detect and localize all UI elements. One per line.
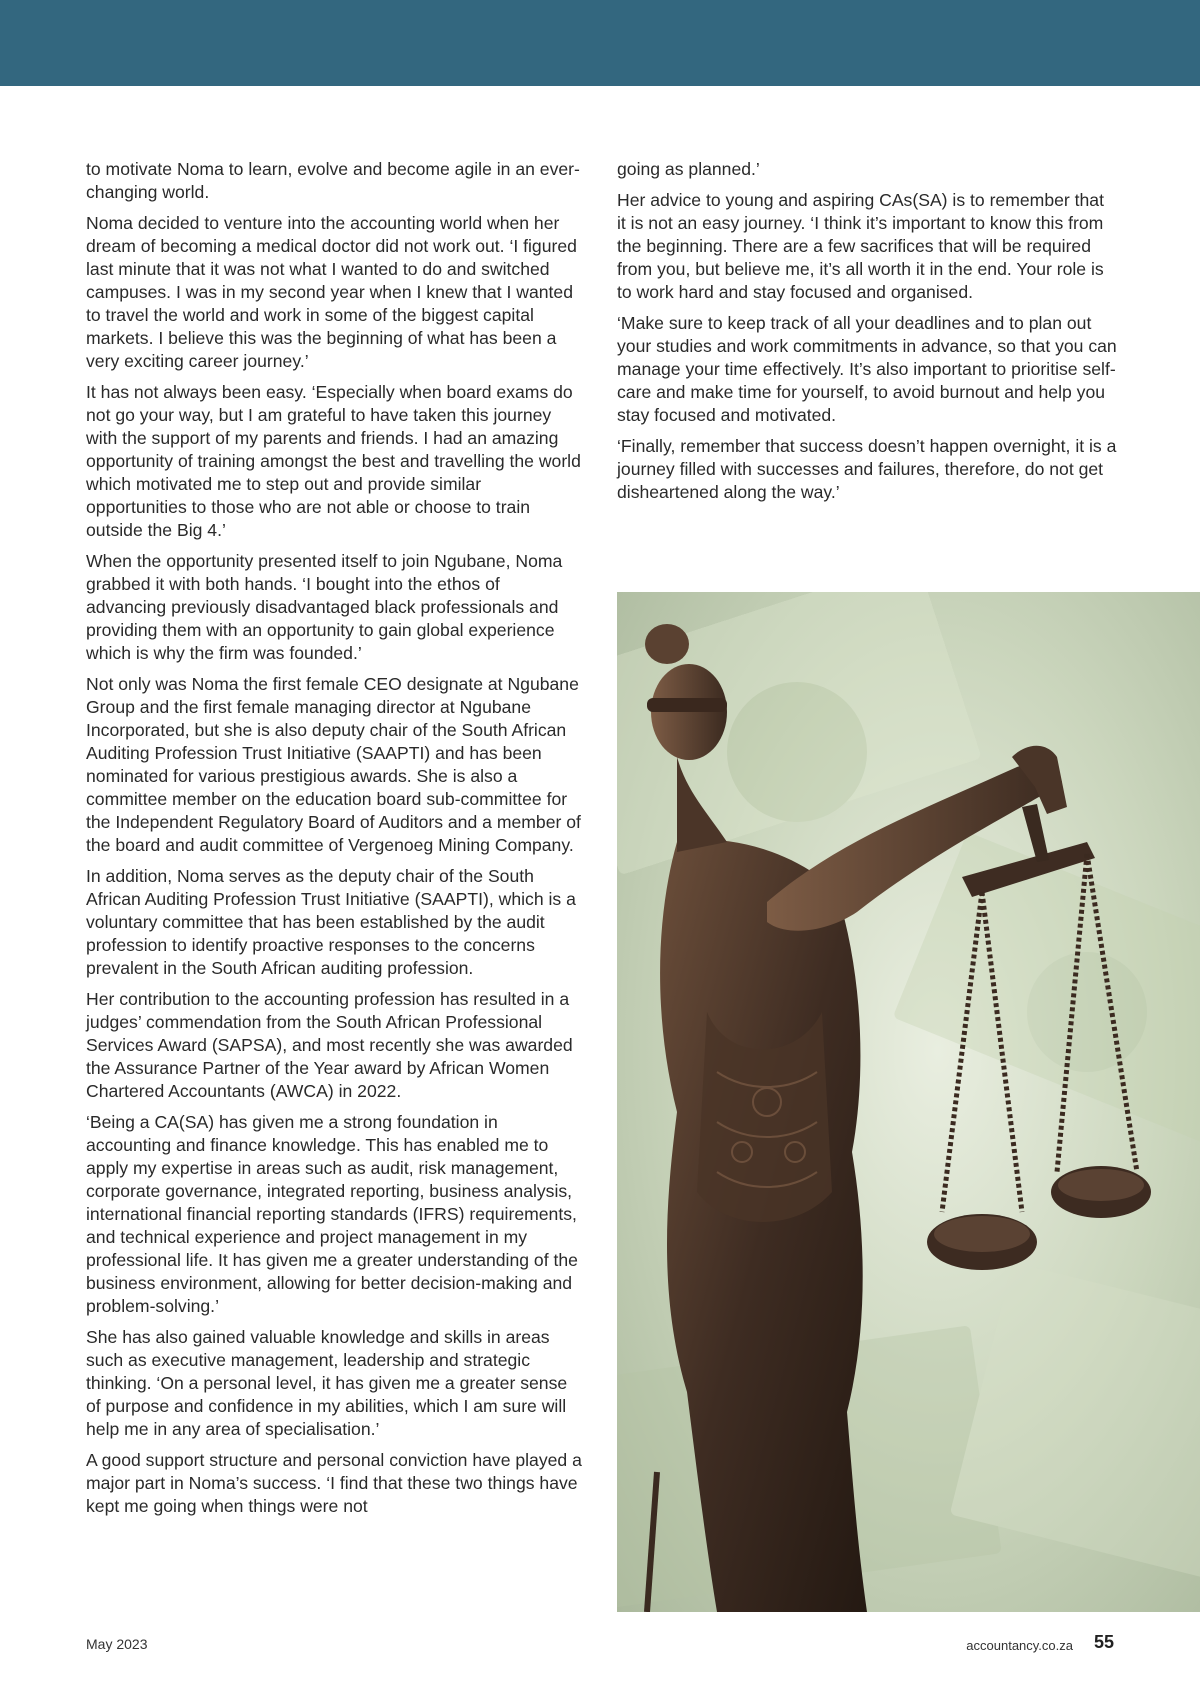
paragraph: ‘Being a CA(SA) has given me a strong foundation in accounting and finance knowledge. This has enabled me to apply my expertise in areas such as audit, risk management, corporate governance, integrated reporting, business analysis, international financial reporting standards (IFRS) requirements, and technical experience and project management in my professional life. It has given me a greater understanding of the business environment, allowing for better decision-making and problem-solving.’ (86, 1112, 578, 1316)
page-number: 55 (1093, 1632, 1114, 1652)
article-left-column (86, 158, 584, 1526)
paragraph: Not only was Noma the first female CEO designate at Ngubane Group and the first female managing director at Ngubane Incorporated, but she is also deputy chair of the South African Auditing Profession Trust Initiative (SAAPTI) and has been nominated for various prestigious awards. She is also a committee member on the education board sub-committee for the Independent Regulatory Board of Auditors and a member of the board and audit committee of Vergenoeg Mining Company. (86, 674, 581, 855)
paragraph: Noma decided to venture into the accounting world when her dream of becoming a medical doctor did not work out. ‘I figured last minute that it was not what I wanted to do and switched campuses. I was in my second year when I knew that I wanted to travel the world and work in some of the biggest capital markets. I believe this was the beginning of what has been a very exciting career journey.’ (86, 213, 577, 371)
lady-justice-photo (617, 592, 1200, 1612)
paragraph: Her advice to young and aspiring CAs(SA) is to remember that it is not an easy journey. ‘I think it’s important to know this from the beginning. There are a few sacrifices that will be required from you, but believe me, it’s all worth it in the end. Your role is to work hard and stay focused and organised. (617, 190, 1104, 302)
paragraph: Her contribution to the accounting profession has resulted in a judges’ commendation from the South African Professional Services Award (SAPSA), and most recently she was awarded the Assurance Partner of the Year award by African Women Chartered Accountants (AWCA) in 2022. (86, 989, 573, 1101)
paragraph: When the opportunity presented itself to join Ngubane, Noma grabbed it with both hands. ‘I bought into the ethos of advancing previously disadvantaged black professionals and providing them with an opportunity to gain global experience which is why the firm was founded.’ (86, 551, 563, 663)
paragraph: A good support structure and personal conviction have played a major part in Noma’s success. ‘I find that these two things have kept me going when things were not (86, 1450, 582, 1516)
paragraph: to motivate Noma to learn, evolve and become agile in an ever-changing world. (86, 159, 580, 202)
paragraph: She has also gained valuable knowledge and skills in areas such as executive management, leadership and strategic thinking. ‘On a personal level, it has given me a greater sense of purpose and confidence in my abilities, which I am sure will help me in any area of specialisation.’ (86, 1327, 568, 1439)
paragraph: going as planned.’ (617, 159, 760, 179)
paragraph: ‘Make sure to keep track of all your deadlines and to plan out your studies and work commitments in advance, so that you can manage your time effectively. It’s also important to prioritise self-care and make time for yourself, to avoid burnout and help you stay focused and motivated. (617, 313, 1117, 425)
paragraph: In addition, Noma serves as the deputy chair of the South African Auditing Profession Trust Initiative (SAAPTI), which is a voluntary committee that has been established by the audit profession to identify proactive responses to the concerns prevalent in the South African auditing profession. (86, 866, 576, 978)
paragraph: ‘Finally, remember that success doesn’t happen overnight, it is a journey filled with successes and failures, therefore, do not get disheartened along the way.’ (617, 436, 1117, 502)
header-band (0, 0, 1200, 86)
website-link[interactable]: accountancy.co.za (966, 1638, 1073, 1653)
issue-date: May 2023 (86, 1636, 148, 1652)
article-right-column (617, 158, 1117, 512)
paragraph: It has not always been easy. ‘Especially when board exams do not go your way, but I am grateful to have taken this journey with the support of my parents and friends. I had an amazing opportunity of training amongst the best and travelling the world which motivated me to step out and provide similar opportunities to those who are not able or choose to train outside the Big 4.’ (86, 382, 581, 540)
